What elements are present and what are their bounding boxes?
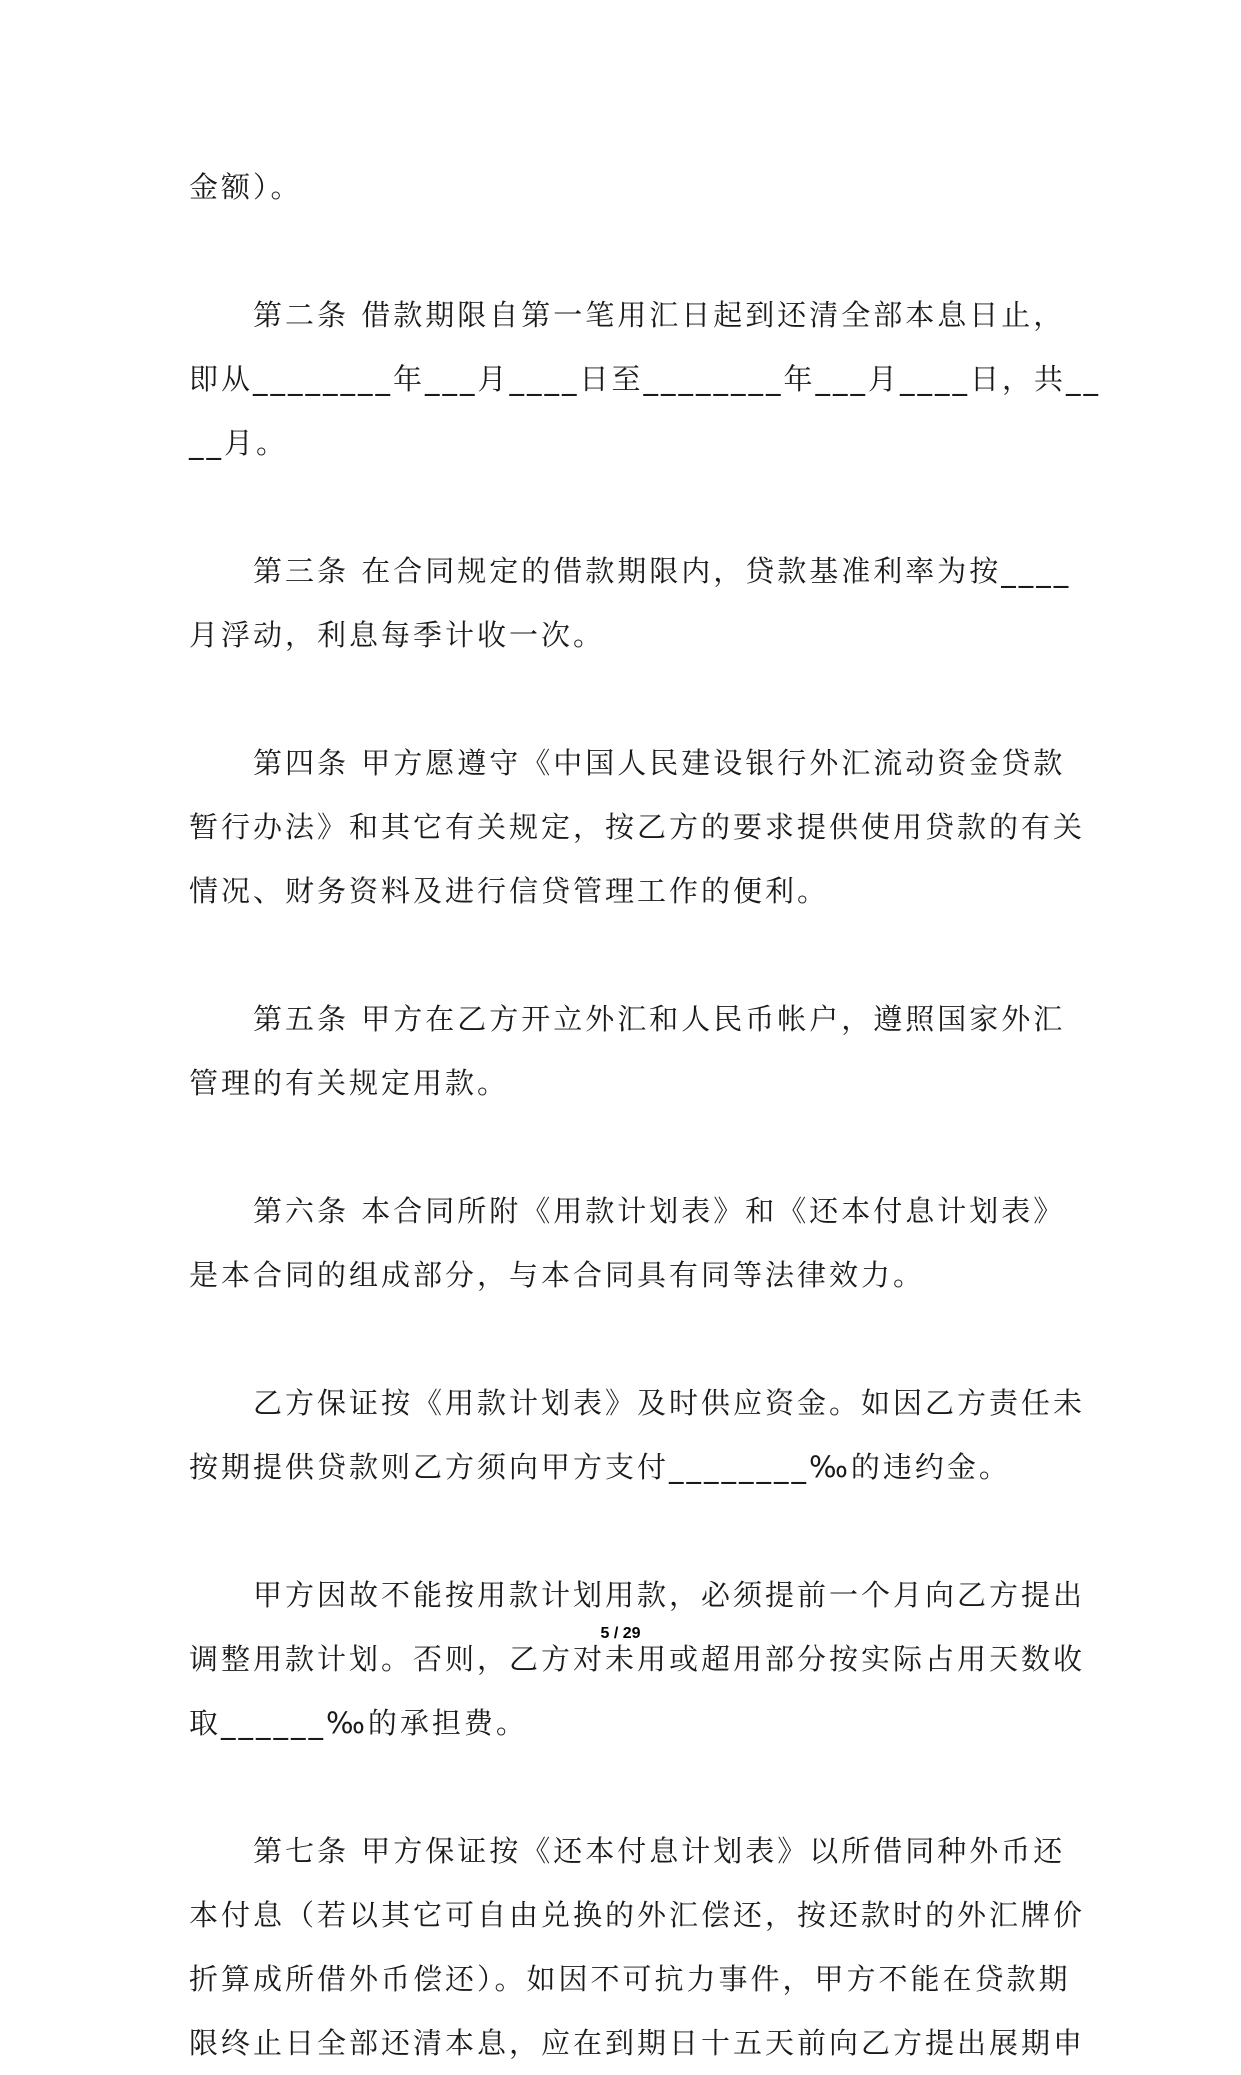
paragraph (189, 731, 1086, 923)
paragraph-spacing (189, 923, 1055, 987)
paragraph (189, 155, 1055, 219)
page-number: 5 / 29 (600, 1625, 641, 1642)
paragraph-spacing (189, 475, 1055, 539)
text-line: 第四条 甲方愿遵守《中国人民建设银行外汇流动资金贷款 (253, 746, 1066, 780)
text-line: 即从________年___月____日至________年___月____日，共__ (189, 362, 1102, 396)
text-line: 第七条 甲方保证按《还本付息计划表》以所借同种外币还 (253, 1834, 1066, 1868)
text-line: 是本合同的组成部分，与本合同具有同等法律效力。 (189, 1258, 926, 1292)
text-line: 暂行办法》和其它有关规定，按乙方的要求提供使用贷款的有关 (189, 810, 1086, 844)
text-line: 乙方保证按《用款计划表》及时供应资金。如因乙方责任未 (253, 1386, 1086, 1420)
text-line: 第三条 在合同规定的借款期限内，贷款基准利率为按____ (253, 554, 1072, 588)
paragraph (189, 1819, 1086, 2075)
document-body (189, 155, 1102, 2075)
text-line: 按期提供贷款则乙方须向甲方支付________‰的违约金。 (189, 1450, 1011, 1484)
paragraph (189, 1563, 1086, 1755)
text-line: 取______‰的承担费。 (189, 1706, 528, 1740)
paragraph (189, 283, 1102, 475)
text-line: 甲方因故不能按用款计划用款，必须提前一个月向乙方提出 (253, 1578, 1086, 1612)
text-line: 第五条 甲方在乙方开立外汇和人民币帐户，遵照国家外汇 (253, 1002, 1066, 1036)
text-line: 折算成所借外币偿还）。如因不可抗力事件，甲方不能在贷款期 (189, 1962, 1071, 1996)
text-line: 限终止日全部还清本息，应在到期日十五天前向乙方提出展期申 (189, 2026, 1086, 2060)
text-line: 调整用款计划。否则，乙方对未用或超用部分按实际占用天数收 (189, 1642, 1086, 1676)
text-line: 月浮动，利息每季计收一次。 (189, 618, 606, 652)
paragraph-spacing (189, 1499, 1055, 1563)
paragraph (189, 1371, 1086, 1499)
paragraph-spacing (189, 667, 1055, 731)
text-line: 第二条 借款期限自第一笔用汇日起到还清全部本息日止， (253, 298, 1066, 332)
text-line: 本付息（若以其它可自由兑换的外汇偿还，按还款时的外汇牌价 (189, 1898, 1086, 1932)
paragraph (189, 539, 1072, 667)
paragraph-spacing (189, 1307, 1055, 1371)
text-line: 管理的有关规定用款。 (189, 1066, 510, 1100)
paragraph-spacing (189, 219, 1055, 283)
text-line: 情况、财务资料及进行信贷管理工作的便利。 (189, 874, 830, 908)
text-line: 金额）。 (189, 170, 303, 204)
paragraph-spacing (189, 1115, 1055, 1179)
text-line: 第六条 本合同所附《用款计划表》和《还本付息计划表》 (253, 1194, 1066, 1228)
paragraph (189, 1179, 1066, 1307)
paragraph (189, 987, 1066, 1115)
text-line: __月。 (189, 426, 289, 460)
paragraph-spacing (189, 1755, 1055, 1819)
